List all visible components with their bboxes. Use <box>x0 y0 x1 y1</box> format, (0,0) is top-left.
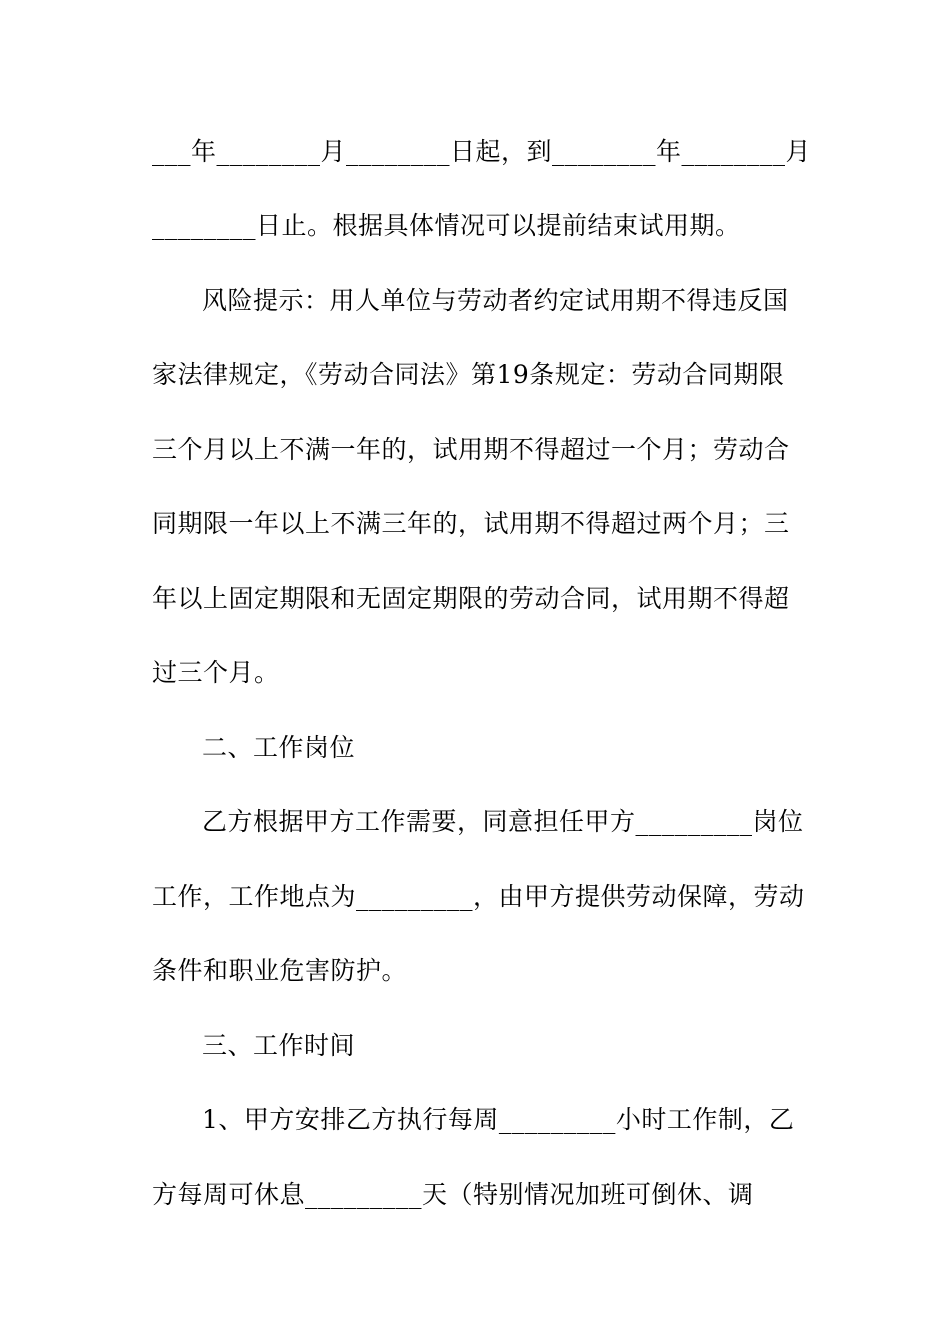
text-line: 乙方根据甲方工作需要，同意担任甲方_________岗位 <box>202 807 804 836</box>
text-line: 同期限一年以上不满三年的，试用期不得超过两个月；三 <box>152 509 790 538</box>
text-line: 方每周可休息_________天（特别情况加班可倒休、调 <box>152 1180 754 1209</box>
text-line: 年以上固定期限和无固定期限的劳动合同，试用期不得超 <box>152 584 790 613</box>
text-line: 家法律规定，《劳动合同法》第19条规定：劳动合同期限 <box>152 360 785 389</box>
text-line: 1、甲方安排乙方执行每周_________小时工作制，乙 <box>202 1105 795 1134</box>
section-heading-position: 二、工作岗位 <box>202 733 356 762</box>
text-line: 过三个月。 <box>152 658 280 687</box>
text-line: ___年________月________日起，到________年________月 <box>152 137 812 166</box>
risk-notice-line: 风险提示：用人单位与劳动者约定试用期不得违反国 <box>202 286 789 315</box>
text-line: ________日止。根据具体情况可以提前结束试用期。 <box>152 211 741 240</box>
text-line: 工作，工作地点为_________，由甲方提供劳动保障，劳动 <box>152 882 805 911</box>
text-line: 三个月以上不满一年的，试用期不得超过一个月；劳动合 <box>152 435 790 464</box>
section-heading-hours: 三、工作时间 <box>202 1031 356 1060</box>
text-line: 条件和职业危害防护。 <box>152 956 408 985</box>
